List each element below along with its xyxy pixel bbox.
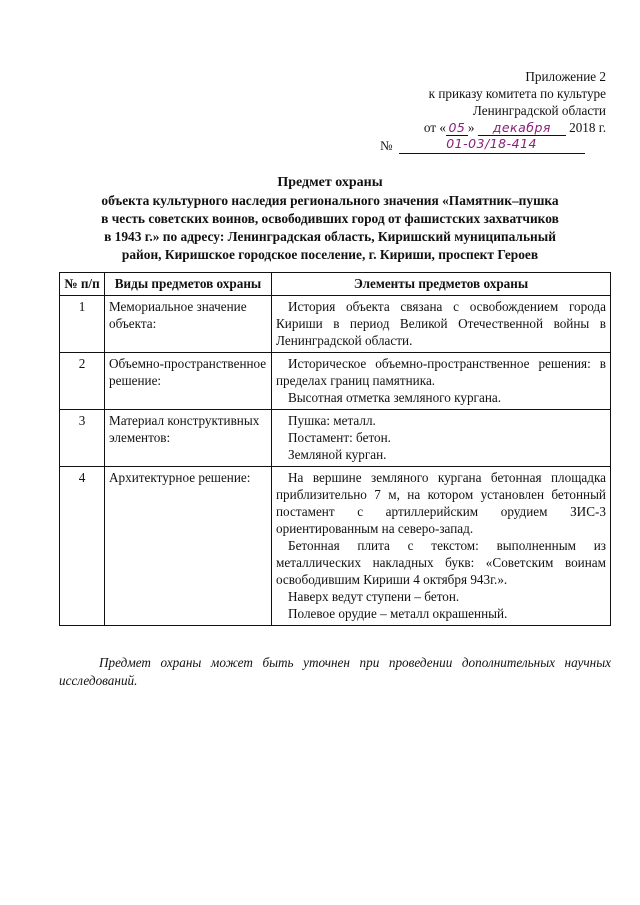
annex-date-line <box>380 119 606 136</box>
row-num: 1 <box>60 296 105 353</box>
element-text: Земляной курган. <box>288 447 387 462</box>
order-number: 01-03/18-414 <box>399 137 585 154</box>
element-text: Высотная отметка земляного кургана. <box>288 390 502 405</box>
annex-number-line <box>380 137 606 154</box>
annex-line-3: Ленинградской области <box>472 103 606 118</box>
protection-table <box>59 272 611 626</box>
row-kind: Материал конструктивных элементов: <box>105 410 272 467</box>
table-row <box>60 467 611 626</box>
annex-line-1: Приложение 2 <box>525 69 606 84</box>
element-text: Полевое орудие – металл окрашенный. <box>288 606 508 621</box>
element-text: На вершине земляного кургана бетонная площадка приблизительно 7 м, на котором установлен бетонный постамент с артиллерийским орудием ЗИС-3 ориентированным на северо-запад. <box>276 470 606 536</box>
table-row <box>60 353 611 410</box>
element-text: Историческое объемно-пространственное решения: в пределах границ памятника. <box>276 356 606 388</box>
row-kind: Мемориальное значение объекта: <box>105 296 272 353</box>
element-text: Пушка: металл. <box>288 413 376 428</box>
table-header-row <box>60 273 611 296</box>
row-elements <box>272 467 611 626</box>
row-elements <box>272 353 611 410</box>
date-prefix: от « <box>423 120 446 135</box>
footnote: Предмет охраны может быть уточнен при проведении дополнительных научных исследований. <box>59 655 611 688</box>
row-num: 4 <box>60 467 105 626</box>
date-year: 2018 г. <box>569 120 606 135</box>
table-row <box>60 296 611 353</box>
header-kind: Виды предметов охраны <box>105 273 272 296</box>
element-text: История объекта связана с освобождением города Кириши в период Великой Отечественной войны в Ленинградской области. <box>276 299 606 348</box>
table-row <box>60 410 611 467</box>
title-main: Предмет охраны <box>277 175 383 190</box>
element-text: Постамент: бетон. <box>288 430 391 445</box>
title-line-4: район, Киришское городское поселение, г. Кириши, проспект Героев <box>121 247 539 262</box>
title-line-1: объекта культурного наследия регионального значения «Памятник–пушка <box>101 193 559 208</box>
element-text: Бетонная плита с текстом: выполненным из металлических накладных букв: «Советским воинам освободившим Кириши 4 октября 943г.». <box>276 538 606 587</box>
row-num: 2 <box>60 353 105 410</box>
number-label: № <box>380 138 393 153</box>
annex-header <box>380 68 606 154</box>
annex-line-2: к приказу комитета по культуре <box>428 86 606 101</box>
title-line-2: в честь советских воинов, освободивших город от фашистских захватчиков <box>101 211 559 226</box>
document-title <box>40 174 620 264</box>
row-elements <box>272 410 611 467</box>
element-text: Наверх ведут ступени – бетон. <box>288 589 460 604</box>
date-mid: » <box>467 120 475 135</box>
row-kind: Объемно-пространственное решение: <box>105 353 272 410</box>
header-elements: Элементы предметов охраны <box>272 273 611 296</box>
row-num: 3 <box>60 410 105 467</box>
row-elements <box>272 296 611 353</box>
title-line-3: в 1943 г.» по адресу: Ленинградская область, Киришский муниципальный <box>104 229 556 244</box>
date-day: 05 <box>446 121 468 136</box>
row-kind: Архитектурное решение: <box>105 467 272 626</box>
date-month: декабря <box>478 121 566 136</box>
header-num: № п/п <box>60 273 105 296</box>
